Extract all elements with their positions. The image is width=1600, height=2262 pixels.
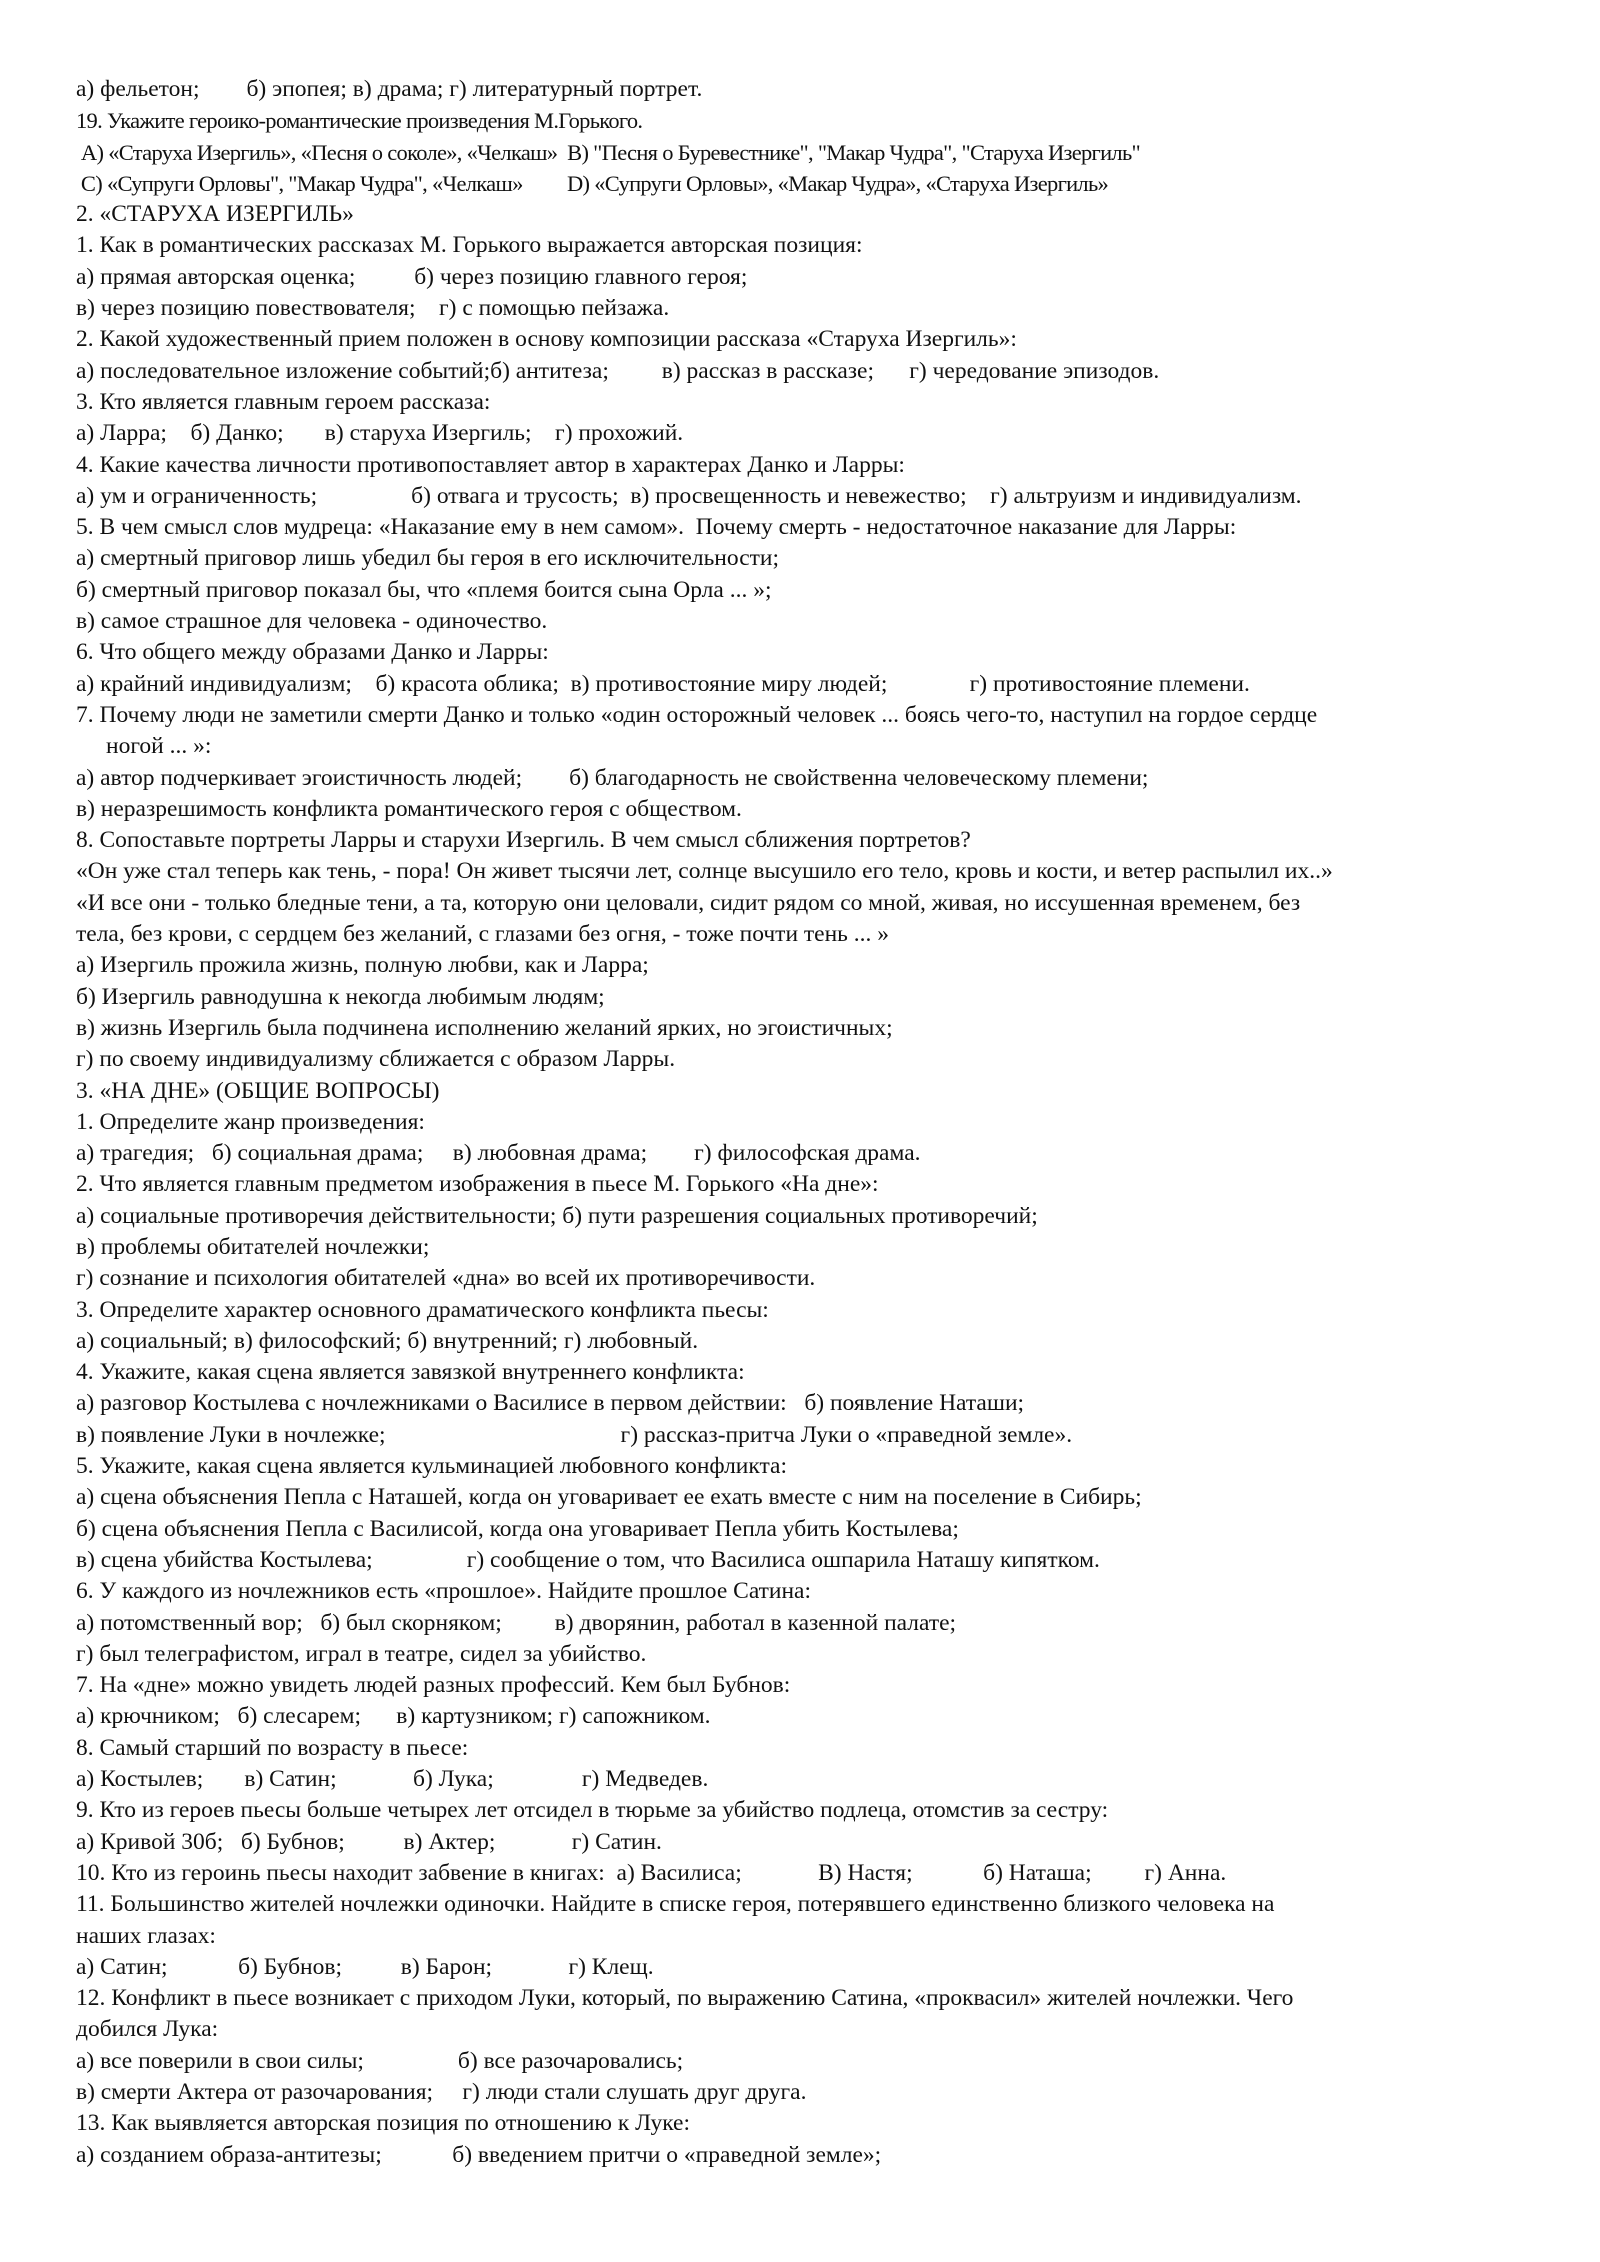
text-line: 12. Конфликт в пьесе возникает с приходом Луки, который, по выражению Сатина, «проквасил» жителей ночлежки. Чего: [76, 1985, 1294, 2012]
text-line: 2. «СТАРУХА ИЗЕРГИЛЬ»: [76, 201, 354, 228]
text-line: а) Сатин; б) Бубнов; в) Барон; г) Клещ.: [76, 1953, 654, 1980]
text-line: 1. Определите жанр произведения:: [76, 1108, 425, 1135]
text-line: 10. Кто из героинь пьесы находит забвение в книгах: а) Василиса; В) Настя; б) Наташа; г) Анна.: [76, 1859, 1227, 1886]
text-line: а) трагедия; б) социальная драма; в) любовная драма; г) философская драма.: [76, 1140, 921, 1167]
text-line: 19. Укажите героико-романтические произведения М.Горького.: [76, 108, 643, 134]
text-line: а) ум и ограниченность; б) отвага и трусость; в) просвещенность и невежество; г) альтруизм и индивидуализм.: [76, 482, 1302, 509]
text-line: а) последовательное изложение событий;б) антитеза; в) рассказ в рассказе; г) чередование эпизодов.: [76, 357, 1160, 384]
text-line: а) потомственный вор; б) был скорняком; в) дворянин, работал в казенной палате;: [76, 1609, 957, 1636]
text-line: в) смерти Актера от разочарования; г) люди стали слушать друг друга.: [76, 2079, 807, 2105]
text-line: 5. В чем смысл слов мудреца: «Наказание ему в нем самом». Почему смерть - недостаточное наказание для Ларры:: [76, 514, 1237, 541]
text-line: б) Изергиль равнодушна к некогда любимым людям;: [76, 983, 605, 1010]
text-line: б) смертный приговор показал бы, что «племя боится сына Орла ... »;: [76, 576, 772, 603]
text-line: г) по своему индивидуализму сближается с образом Ларры.: [76, 1046, 676, 1073]
text-line: 3. «НА ДНЕ» (ОБЩИЕ ВОПРОСЫ): [76, 1077, 440, 1104]
text-line: г) сознание и психология обитателей «дна» во всей их противоречивости.: [76, 1265, 816, 1292]
text-line: в) проблемы обитателей ночлежки;: [76, 1233, 430, 1260]
text-line: 4. Какие качества личности противопоставляет автор в характерах Данко и Ларры:: [76, 451, 905, 478]
text-line: в) через позицию повествователя; г) с помощью пейзажа.: [76, 295, 670, 322]
text-line: а) Костылев; в) Сатин; б) Лука; г) Медведев.: [76, 1766, 709, 1793]
text-line: 6. У каждого из ночлежников есть «прошлое». Найдите прошлое Сатина:: [76, 1578, 812, 1605]
text-line: 6. Что общего между образами Данко и Ларры:: [76, 639, 549, 666]
text-line: 9. Кто из героев пьесы больше четырех лет отсидел в тюрьме за убийство подлеца, отомстив за сестру:: [76, 1797, 1109, 1824]
text-line: а) Ларра; б) Данко; в) старуха Изергиль; г) прохожий.: [76, 420, 684, 447]
text-line: а) Изергиль прожила жизнь, полную любви, как и Ларра;: [76, 952, 649, 979]
text-line: 13. Как выявляется авторская позиция по отношению к Луке:: [76, 2110, 691, 2137]
text-line: б) сцена объяснения Пепла с Василисой, когда она уговаривает Пепла убить Костылева;: [76, 1515, 959, 1542]
text-line: а) прямая авторская оценка; б) через позицию главного героя;: [76, 263, 748, 290]
text-line: а) смертный приговор лишь убедил бы героя в его исключительности;: [76, 545, 780, 572]
text-line: тела, без крови, с сердцем без желаний, с глазами без огня, - тоже почти тень ... »: [76, 921, 890, 948]
text-line: а) разговор Костылева с ночлежниками о Василисе в первом действии: б) появление Наташи;: [76, 1390, 1025, 1417]
text-line: в) жизнь Изергиль была подчинена исполнению желаний ярких, но эгоистичных;: [76, 1014, 893, 1041]
text-line: а) все поверили в свои силы; б) все разочаровались;: [76, 2047, 684, 2074]
text-line: 11. Большинство жителей ночлежки одиночки. Найдите в списке героя, потерявшего единственно близкого человека на: [76, 1891, 1275, 1918]
text-line: 7. На «дне» можно увидеть людей разных профессий. Кем был Бубнов:: [76, 1672, 791, 1699]
text-line: 3. Кто является главным героем рассказа:: [76, 388, 491, 415]
text-line: в) самое страшное для человека - одиночество.: [76, 608, 548, 635]
text-line: «Он уже стал теперь как тень, - пора! Он живет тысячи лет, солнце высушило его тело, кровь и кости, и ветер распылил их..»: [76, 858, 1333, 885]
text-line: а) Кривой 30б; б) Бубнов; в) Актер; г) Сатин.: [76, 1828, 662, 1855]
text-line: 5. Укажите, какая сцена является кульминацией любовного конфликта:: [76, 1453, 787, 1480]
text-line: а) крайний индивидуализм; б) красота облика; в) противостояние миру людей; г) противостояние племени.: [76, 670, 1250, 697]
text-line: 8. Самый старший по возрасту в пьесе:: [76, 1734, 469, 1761]
text-line: в) появление Луки в ночлежке; г) рассказ-притча Луки о «праведной земле».: [76, 1421, 1073, 1448]
text-line: в) неразрешимость конфликта романтического героя с обществом.: [76, 795, 742, 822]
text-line: «И все они - только бледные тени, а та, которую они целовали, сидит рядом со мной, живая, но иссушенная временем, без: [76, 889, 1301, 916]
text-line: в) сцена убийства Костылева; г) сообщение о том, что Василиса ошпарила Наташу кипятком.: [76, 1546, 1100, 1573]
text-line: 7. Почему люди не заметили смерти Данко и только «один осторожный человек ... боясь чего-то, наступил на гордое сердце: [76, 701, 1318, 728]
text-line: 2. Какой художественный прием положен в основу композиции рассказа «Старуха Изергиль»:: [76, 326, 1017, 353]
text-line: а) созданием образа-антитезы; б) введением притчи о «праведной земле»;: [76, 2141, 882, 2168]
text-line: 2. Что является главным предметом изображения в пьесе М. Горького «На дне»:: [76, 1171, 879, 1198]
text-line: ногой ... »:: [106, 733, 212, 760]
text-line: а) социальный; в) философский; б) внутренний; г) любовный.: [76, 1327, 699, 1354]
text-line: 1. Как в романтических рассказах М. Горького выражается авторская позиция:: [76, 232, 863, 259]
text-line: а) сцена объяснения Пепла с Наташей, когда он уговаривает ее ехать вместе с ним на поселение в Сибирь;: [76, 1484, 1142, 1511]
text-line: 4. Укажите, какая сцена является завязкой внутреннего конфликта:: [76, 1359, 745, 1386]
text-line: С) «Супруги Орловы", "Макар Чудра", «Челкаш» D) «Супруги Орловы», «Макар Чудра», «Старуха Изергиль»: [76, 170, 1109, 196]
text-line: А) «Старуха Изергиль», «Песня о соколе», «Челкаш» В) "Песня о Буревестнике", "Макар Чудра", "Старуха Изергиль": [76, 139, 1140, 165]
text-line: а) фельетон; б) эпопея; в) драма; г) литературный портрет.: [76, 76, 703, 102]
text-line: а) крючником; б) слесарем; в) картузником; г) сапожником.: [76, 1703, 711, 1730]
text-line: 8. Сопоставьте портреты Ларры и старухи Изергиль. В чем смысл сближения портретов?: [76, 827, 971, 854]
text-line: г) был телеграфистом, играл в театре, сидел за убийство.: [76, 1640, 647, 1667]
text-line: а) социальные противоречия действительности; б) пути разрешения социальных противоречий;: [76, 1202, 1038, 1229]
text-line: добился Лука:: [76, 2016, 219, 2043]
document-page: [76, 74, 1536, 2171]
text-line: 3. Определите характер основного драматического конфликта пьесы:: [76, 1296, 769, 1323]
text-line: наших глазах:: [76, 1922, 216, 1949]
text-line: а) автор подчеркивает эгоистичность людей; б) благодарность не свойственна человеческому племени;: [76, 764, 1149, 791]
